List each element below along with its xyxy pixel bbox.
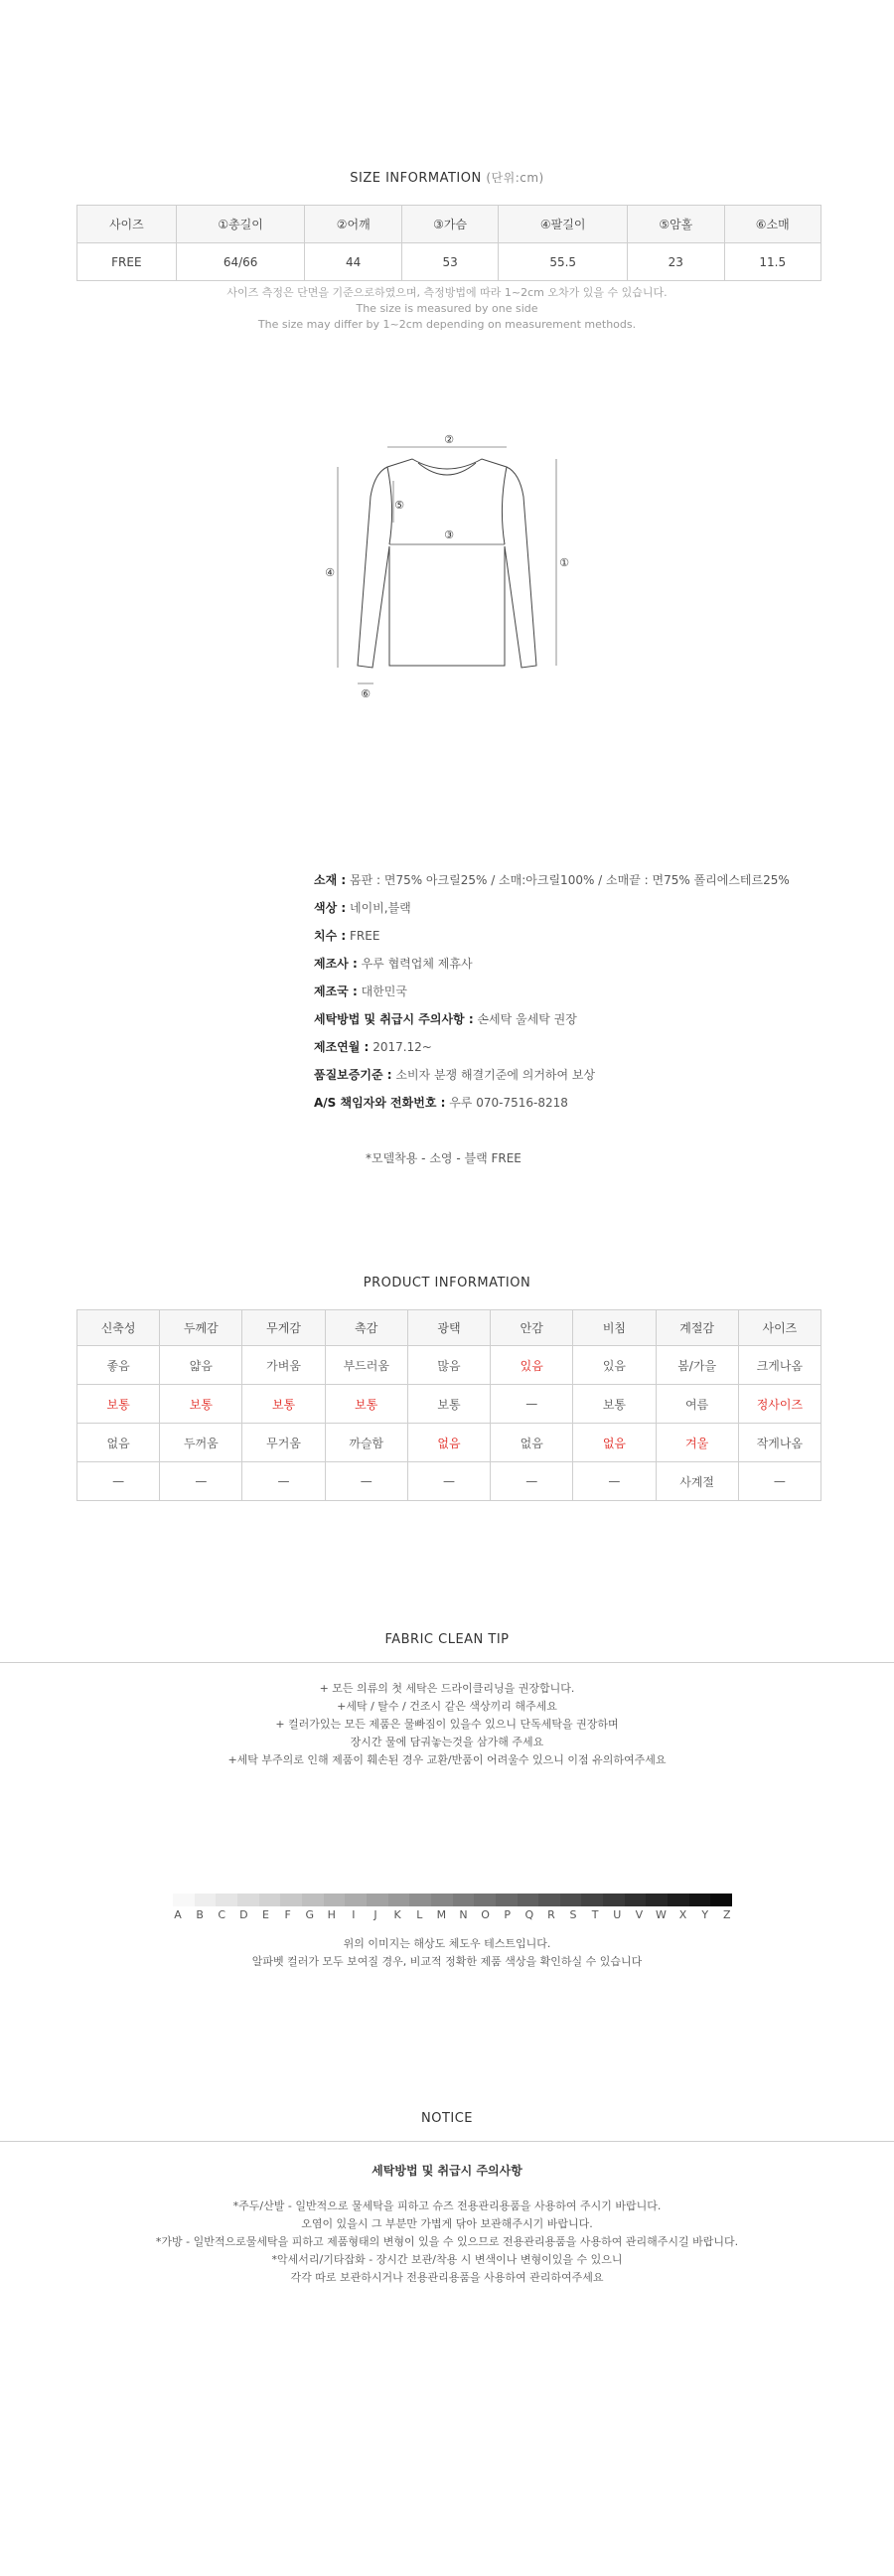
- gradient-swatch: [431, 1894, 453, 1906]
- gradient-letter: L: [416, 1908, 423, 1921]
- marker-2: ②: [444, 433, 454, 446]
- marker-3: ③: [444, 529, 454, 541]
- size-note: The size is measured by one side: [356, 302, 538, 315]
- fabric-tip-line: 장시간 물에 담궈놓는것을 삼가해 주세요: [350, 1736, 544, 1748]
- product-info-header: [77, 1310, 821, 1346]
- pi-header-cell: 촉감: [325, 1310, 407, 1346]
- gradient-letter: S: [569, 1908, 577, 1921]
- pi-header-cell: 광택: [407, 1310, 490, 1346]
- gradient-letter: I: [352, 1908, 356, 1921]
- size-info-unit: (단위:cm): [486, 171, 544, 185]
- spec-key: 색상 :: [314, 901, 347, 915]
- pi-header-cell: 비침: [573, 1310, 656, 1346]
- spec-value: 소비자 분쟁 해결기준에 의거하여 보상: [395, 1068, 596, 1082]
- spec-material: [314, 866, 790, 894]
- size-header-cell: 사이즈: [77, 206, 177, 243]
- gradient-letter: A: [174, 1908, 182, 1921]
- fabric-tip-line: +세탁 부주의로 인해 제품이 훼손된 경우 교환/반품이 어려울수 있으니 이점 유의하여주세요: [227, 1753, 667, 1766]
- gradient-swatch: [195, 1894, 217, 1906]
- pi-header-cell: 안감: [491, 1310, 573, 1346]
- notice-line: *악세서리/기타잡화 - 장시간 보관/착용 시 변색이나 변형이있을 수 있으니: [271, 2253, 623, 2266]
- gradient-letter: G: [305, 1908, 314, 1921]
- pi-cell: 없음: [407, 1424, 490, 1462]
- pi-header-cell: 무게감: [242, 1310, 325, 1346]
- spec-key: 세탁방법 및 취급시 주의사항 :: [314, 1012, 474, 1026]
- size-header-cell: ⑥소매: [724, 206, 821, 243]
- spec-key: 품질보증기준 :: [314, 1068, 392, 1082]
- pi-cell: —: [160, 1462, 242, 1501]
- notice-line: 각각 따로 보관하시거나 전용관리용품을 사용하여 관리하여주세요: [290, 2271, 604, 2284]
- size-header-cell: ⑤암홀: [628, 206, 724, 243]
- pi-cell: 보통: [242, 1385, 325, 1424]
- fabric-tip-body: [0, 1680, 894, 1769]
- spec-key: 제조연월 :: [314, 1040, 370, 1054]
- pi-cell: 작게나옴: [738, 1424, 820, 1462]
- size-table: [76, 205, 821, 281]
- gradient-letter: Y: [701, 1908, 709, 1921]
- gradient-letter: W: [656, 1908, 667, 1921]
- marker-1: ①: [559, 556, 569, 569]
- pi-cell: 좋음: [77, 1346, 160, 1385]
- size-cell: 23: [628, 243, 724, 281]
- gradient-swatch: [367, 1894, 388, 1906]
- gradient-swatch: [388, 1894, 410, 1906]
- gradient-letter: Z: [723, 1908, 731, 1921]
- product-info-row: [77, 1346, 821, 1385]
- spec-date: [314, 1033, 790, 1061]
- fabric-tip-line: + 컬러가있는 모든 제품은 물빠짐이 있을수 있으니 단독세탁을 권장하며: [275, 1718, 619, 1731]
- gradient-swatch: [710, 1894, 732, 1906]
- size-note: 사이즈 측정은 단면을 기준으로하였으며, 측정방법에 따라 1~2cm 오차가 있을 수 있습니다.: [226, 286, 668, 299]
- notice-line: *주두/산발 - 일반적으로 물세탁을 피하고 슈즈 전용관리용품을 사용하여 주시기 바랍니다.: [232, 2199, 662, 2212]
- gradient-swatch: [280, 1894, 302, 1906]
- gradient-swatch: [560, 1894, 582, 1906]
- gradient-swatch: [603, 1894, 625, 1906]
- pi-cell: —: [77, 1462, 160, 1501]
- pi-cell: —: [491, 1462, 573, 1501]
- size-header-cell: ④팔길이: [499, 206, 628, 243]
- notice-line: *가방 - 일반적으로물세탁을 피하고 제품형태의 변형이 있을 수 있으므로 전용관리용품을 사용하여 관리해주시길 바랍니다.: [155, 2235, 739, 2248]
- gradient-swatch: [216, 1894, 237, 1906]
- spec-size: [314, 922, 790, 950]
- gradient-letter: T: [591, 1908, 599, 1921]
- spec-value: FREE: [350, 929, 380, 943]
- size-info-title-text: SIZE INFORMATION: [350, 171, 482, 186]
- spec-key: 소재 :: [314, 873, 347, 887]
- spec-value: 우루 협력업체 제휴사: [361, 957, 473, 971]
- fabric-tip-divider: [0, 1662, 894, 1663]
- sweater-measurement-diagram: [318, 427, 576, 705]
- gradient-swatch: [259, 1894, 281, 1906]
- pi-cell: 얇음: [160, 1346, 242, 1385]
- gradient-swatch: [538, 1894, 560, 1906]
- spec-key: 치수 :: [314, 929, 347, 943]
- marker-6: ⑥: [361, 687, 371, 700]
- gradient-letter: B: [196, 1908, 204, 1921]
- size-table-header: [77, 206, 821, 243]
- spec-key: 제조사 :: [314, 957, 358, 971]
- gradient-swatch: [453, 1894, 475, 1906]
- gradient-letter: E: [262, 1908, 269, 1921]
- gradient-swatch: [173, 1894, 195, 1906]
- fabric-tip-line: +세탁 / 탈수 / 건조시 같은 색상끼리 해주세요: [337, 1700, 557, 1713]
- gradient-letter: U: [613, 1908, 622, 1921]
- gradient-letter: N: [459, 1908, 468, 1921]
- pi-header-cell: 사이즈: [738, 1310, 820, 1346]
- gradient-swatch: [646, 1894, 668, 1906]
- product-info-table: [76, 1309, 821, 1501]
- pi-cell: 보통: [160, 1385, 242, 1424]
- pi-cell: 가벼움: [242, 1346, 325, 1385]
- size-note: The size may differ by 1~2cm depending on measurement methods.: [257, 318, 637, 331]
- gradient-letter: P: [504, 1908, 512, 1921]
- marker-4: ④: [325, 566, 335, 579]
- product-info-row: [77, 1424, 821, 1462]
- pi-cell: 보통: [77, 1385, 160, 1424]
- gradient-swatch: [496, 1894, 518, 1906]
- notice-subtitle: 세탁방법 및 취급시 주의사항: [372, 2164, 522, 2178]
- pi-cell: 무거움: [242, 1424, 325, 1462]
- left-armhole-seam: [387, 467, 392, 544]
- gradient-caption-line: 알파벳 컬러가 모두 보여질 경우, 비교적 정확한 제품 색상을 확인하실 수 있습니다: [251, 1955, 643, 1968]
- spec-value: 네이비,블랙: [350, 901, 411, 915]
- pi-cell: 크게나옴: [738, 1346, 820, 1385]
- spec-key: A/S 책임자와 전화번호 :: [314, 1096, 446, 1110]
- size-cell: FREE: [77, 243, 177, 281]
- spec-value: 몸판 : 면75% 아크릴25% / 소매:아크릴100% / 소매끝 : 면75% 폴리에스테르25%: [350, 873, 790, 887]
- gradient-caption: [0, 1935, 894, 1971]
- notice-divider: [0, 2141, 894, 2142]
- spec-country: [314, 978, 790, 1005]
- product-specs: [314, 866, 790, 1117]
- pi-header-cell: 신축성: [77, 1310, 160, 1346]
- gradient-letter: K: [393, 1908, 401, 1921]
- pi-cell: —: [407, 1462, 490, 1501]
- pi-cell: 사계절: [656, 1462, 738, 1501]
- marker-5: ⑤: [394, 499, 404, 512]
- product-info-title: PRODUCT INFORMATION: [363, 1276, 531, 1290]
- product-info-row: [77, 1462, 821, 1501]
- spec-value: 우루 070-7516-8218: [449, 1096, 568, 1110]
- pi-cell: —: [738, 1462, 820, 1501]
- gradient-letter: H: [327, 1908, 336, 1921]
- notice-title: NOTICE: [420, 2111, 474, 2126]
- pi-header-cell: 계절감: [656, 1310, 738, 1346]
- pi-header-cell: 두께감: [160, 1310, 242, 1346]
- gradient-swatch: [237, 1894, 259, 1906]
- gradient-letter: R: [547, 1908, 555, 1921]
- pi-cell: 여름: [656, 1385, 738, 1424]
- notice-line: 오염이 있을시 그 부분만 가볍게 닦아 보관해주시기 바랍니다.: [301, 2217, 593, 2230]
- pi-cell: 보통: [407, 1385, 490, 1424]
- pi-cell: 까슬함: [325, 1424, 407, 1462]
- gradient-swatch: [409, 1894, 431, 1906]
- model-note: *모델착용 - 소영 - 블랙 FREE: [366, 1151, 522, 1165]
- size-table-row: [77, 243, 821, 281]
- gradient-swatch: [302, 1894, 324, 1906]
- gradient-letter: F: [284, 1908, 291, 1921]
- size-header-cell: ②어깨: [305, 206, 401, 243]
- gradient-swatch: [625, 1894, 647, 1906]
- pi-cell: 없음: [573, 1424, 656, 1462]
- fabric-tip-title: FABRIC CLEAN TIP: [384, 1632, 510, 1647]
- size-cell: 44: [305, 243, 401, 281]
- pi-cell: 없음: [491, 1424, 573, 1462]
- pi-cell: 보통: [573, 1385, 656, 1424]
- size-header-cell: ③가슴: [401, 206, 498, 243]
- pi-cell: 겨울: [656, 1424, 738, 1462]
- gradient-swatch: [689, 1894, 711, 1906]
- notice-body: [0, 2197, 894, 2287]
- pi-cell: —: [573, 1462, 656, 1501]
- gradient-letter: D: [239, 1908, 248, 1921]
- pi-cell: 정사이즈: [738, 1385, 820, 1424]
- gradient-letter: M: [436, 1908, 447, 1921]
- size-cell: 55.5: [499, 243, 628, 281]
- size-cell: 64/66: [176, 243, 305, 281]
- pi-cell: 있음: [491, 1346, 573, 1385]
- gradient-letter: V: [635, 1908, 644, 1921]
- gradient-swatch: [581, 1894, 603, 1906]
- gradient-letter: C: [218, 1908, 226, 1921]
- gradient-swatch: [324, 1894, 346, 1906]
- pi-cell: 두꺼움: [160, 1424, 242, 1462]
- spec-warranty: [314, 1061, 790, 1089]
- pi-cell: 많음: [407, 1346, 490, 1385]
- size-cell: 53: [401, 243, 498, 281]
- gradient-swatch: [474, 1894, 496, 1906]
- sweater-outline: [358, 459, 536, 668]
- spec-manufacturer: [314, 950, 790, 978]
- pi-cell: 있음: [573, 1346, 656, 1385]
- spec-key: 제조국 :: [314, 985, 358, 998]
- gradient-caption-line: 위의 이미지는 해상도 체도우 테스트입니다.: [343, 1937, 551, 1950]
- gradient-letter: J: [373, 1908, 377, 1921]
- spec-value: 대한민국: [361, 985, 407, 998]
- spec-value: 손세탁 울세탁 권장: [477, 1012, 577, 1026]
- gradient-letter: O: [481, 1908, 490, 1921]
- size-cell: 11.5: [724, 243, 821, 281]
- spec-as-contact: [314, 1089, 790, 1117]
- size-info-title: [0, 169, 894, 186]
- gradient-letter: X: [678, 1908, 687, 1921]
- gradient-letter: Q: [524, 1908, 534, 1921]
- gradient-swatch: [345, 1894, 367, 1906]
- gradient-letters: [167, 1906, 738, 1924]
- gradient-swatch: [518, 1894, 539, 1906]
- pi-cell: 보통: [325, 1385, 407, 1424]
- spec-washing: [314, 1005, 790, 1033]
- grayscale-gradient-bar: [173, 1894, 732, 1906]
- right-armhole-seam: [502, 467, 507, 544]
- product-info-row: [77, 1385, 821, 1424]
- pi-cell: —: [325, 1462, 407, 1501]
- pi-cell: —: [491, 1385, 573, 1424]
- spec-value: 2017.12~: [372, 1040, 432, 1054]
- size-notes: [0, 285, 894, 333]
- spec-color: [314, 894, 790, 922]
- pi-cell: 부드러움: [325, 1346, 407, 1385]
- pi-cell: 없음: [77, 1424, 160, 1462]
- fabric-tip-line: + 모든 의류의 첫 세탁은 드라이클리닝을 권장합니다.: [319, 1682, 575, 1695]
- pi-cell: —: [242, 1462, 325, 1501]
- gradient-swatch: [668, 1894, 689, 1906]
- pi-cell: 봄/가을: [656, 1346, 738, 1385]
- size-header-cell: ①총길이: [176, 206, 305, 243]
